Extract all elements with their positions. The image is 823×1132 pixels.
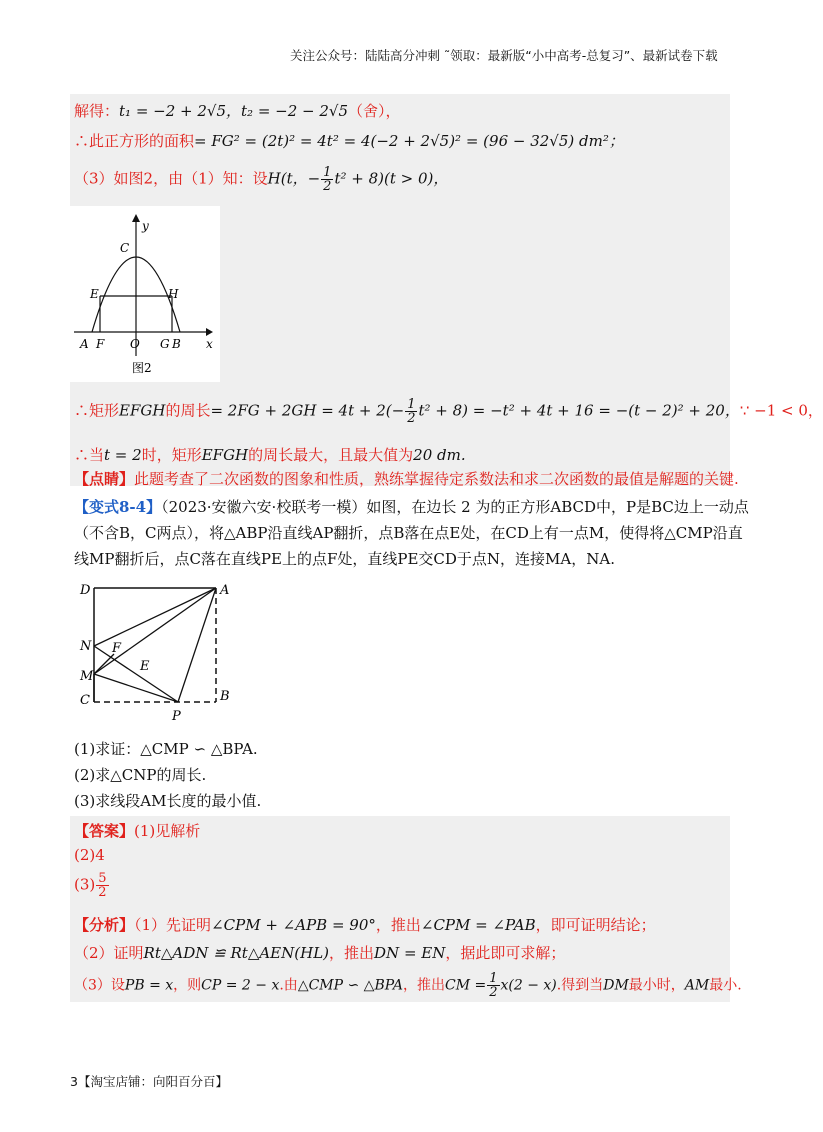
figure-square: [74, 576, 244, 726]
question-3: (3)求线段AM长度的最小值.: [74, 792, 262, 810]
label-F: F: [112, 641, 122, 656]
label-C: C: [80, 693, 90, 708]
label-D: D: [80, 583, 91, 598]
problem-line-1: 【变式8-4】（2023·安徽六安·校联考一模）如图，在边长 2 为的正方形ABCD中，P是BC边上一动点: [74, 498, 749, 516]
label-M: M: [80, 669, 94, 684]
problem-line-3: 线MP翻折后，点C落在直线PE上的点F处，直线PE交CD于点N，连接MA，NA.: [74, 550, 615, 568]
label-A: A: [80, 337, 89, 351]
answer-line-1: 【答案】(1)见解析: [74, 822, 201, 840]
label-F: F: [96, 337, 105, 351]
figure-2-parabola: [70, 206, 220, 382]
answer-line-3: (3) $\frac{5}{2}$: [74, 871, 107, 900]
label-E: E: [140, 659, 150, 674]
label-O: O: [130, 337, 140, 351]
label-P: P: [172, 709, 181, 724]
label-E: E: [90, 287, 99, 301]
label-N: N: [80, 639, 92, 654]
solution-line-5: ∴当t = 2时，矩形EFGH的周长最大，且最大值为20 dm.: [74, 446, 466, 464]
question-1: (1)求证：△CMP ∽ △BPA.: [74, 740, 258, 758]
page-footer: 3【淘宝店铺：向阳百分百】: [70, 1074, 228, 1089]
label-H: H: [168, 287, 179, 301]
question-2: (2)求△CNP的周长.: [74, 766, 207, 784]
page-header: 关注公众号：陆陆高分冲刺 ˜领取：最新版“小中高考-总复习”、最新试卷下载: [290, 48, 718, 63]
solution-line-3: （3）如图2，由（1）知：设H(t，− $\frac{1}{2}$ t² + 8)(t > 0)，: [74, 165, 449, 194]
fraction: $\frac{1}{2}$: [323, 165, 332, 194]
fraction: $\frac{5}{2}$: [98, 871, 107, 900]
label-B: B: [172, 337, 181, 351]
fraction: $\frac{1}{2}$: [407, 397, 416, 426]
answer-line-2: (2)4: [74, 846, 105, 864]
label-y: y: [142, 219, 149, 233]
fraction: $\frac{1}{2}$: [489, 971, 498, 1000]
label-B: B: [220, 689, 230, 704]
label-x: x: [206, 337, 213, 351]
problem-line-2: （不含B，C两点），将△ABP沿直线AP翻折，点B落在点E处，在CD上有一点M，使得将△CMP沿直: [74, 524, 743, 542]
analysis-line-3: （3）设PB = x，则CP = 2 − x.由△CMP ∽ △BPA，推出CM = $\frac{1}{2}$ x(2 − x).得到当DM最小时，AM最小.: [74, 971, 742, 1000]
square-diagram: [74, 576, 244, 726]
solution-line-2: ∴此正方形的面积= FG² = (2t)² = 4t² = 4(−2 + 2√5)² = (96 − 32√5) dm²；: [74, 132, 624, 150]
label-A: A: [220, 583, 230, 598]
parabola-diagram: [70, 206, 220, 382]
solution-line-4: ∴矩形EFGH的周长= 2FG + 2GH = 4t + 2(− $\frac{1}{2}$ t² + 8) = −t² + 4t + 16 = −(t − 2)² + 20，∵ −1 < 0，: [74, 397, 823, 426]
analysis-line-2: （2）证明Rt△ADN ≌ Rt△AEN(HL)，推出DN = EN，据此即可求解；: [74, 944, 566, 962]
analysis-line-1: 【分析】（1）先证明∠CPM + ∠APB = 90°，推出∠CPM = ∠PAB，即可证明结论；: [74, 916, 656, 934]
dianjing-line: 【点睛】此题考查了二次函数的图象和性质，熟练掌握待定系数法和求二次函数的最值是解题的关键.: [74, 470, 739, 488]
solution-line-1: 解得：t₁ = −2 + 2√5，t₂ = −2 − 2√5（舍），: [74, 102, 401, 120]
label-G: G: [160, 337, 170, 351]
label-C: C: [120, 241, 130, 255]
figure-caption: 图2: [132, 361, 152, 375]
